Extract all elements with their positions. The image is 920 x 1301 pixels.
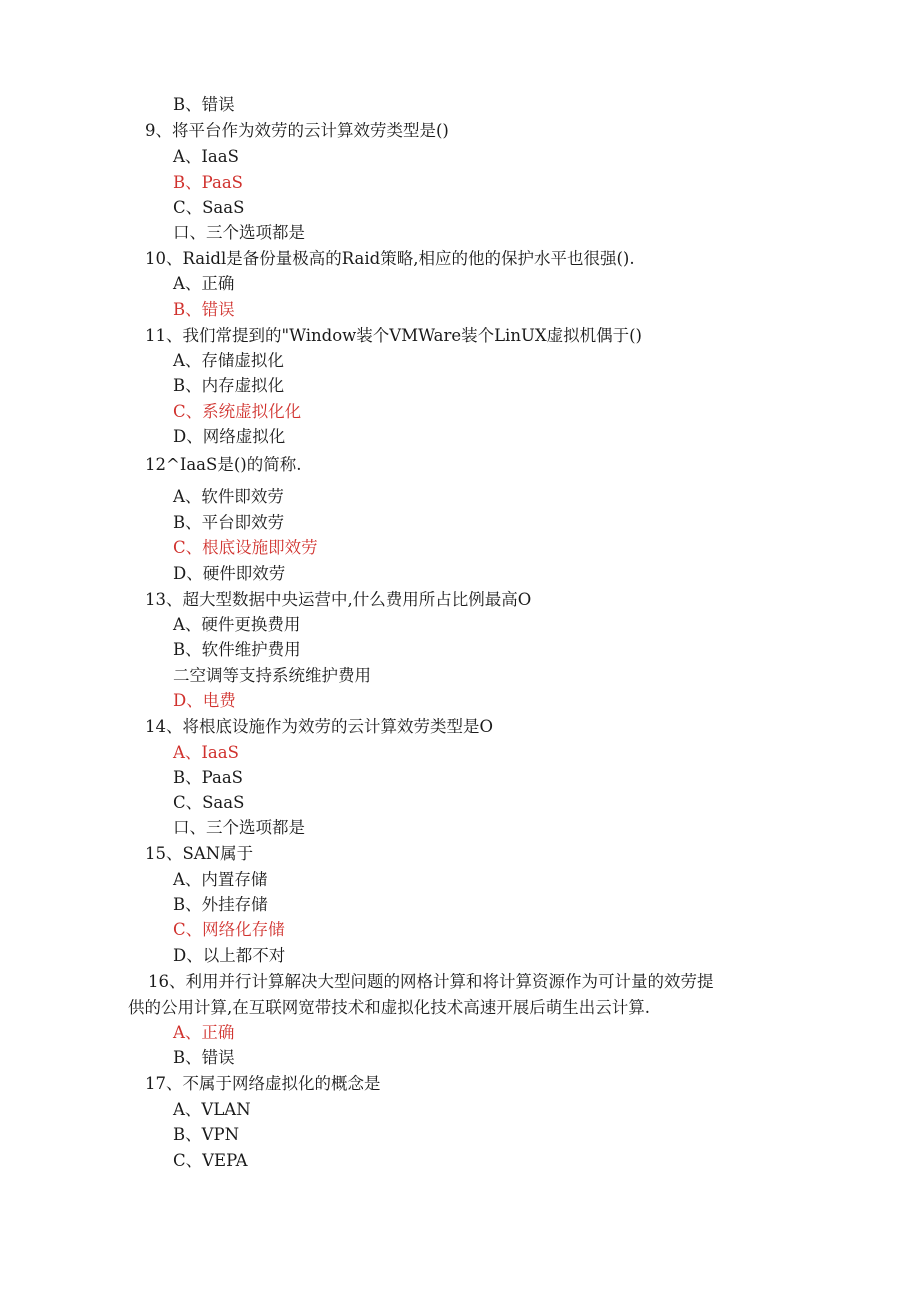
q14-option-d: 口、三个选项都是 [173, 818, 305, 837]
q15-option-d: D、以上都不对 [173, 946, 286, 965]
q14-option-b: B、PaaS [173, 768, 243, 787]
q12-option-d: D、硬件即效劳 [173, 564, 286, 583]
q16-option-a: A、正确 [173, 1023, 235, 1042]
question-14: 14、将根底设施作为效劳的云计算效劳类型是O [145, 717, 494, 736]
question-15: 15、SAN属于 [145, 844, 254, 863]
question-11: 11、我们常提到的"Window装个VMWare装个LinUX虚拟机偶于() [145, 326, 642, 345]
q10-option-a: A、正确 [173, 274, 235, 293]
q14-option-a: A、IaaS [173, 743, 239, 762]
q11-option-c: C、系统虚拟化化 [173, 402, 302, 421]
q17-option-c: C、VEPA [173, 1151, 248, 1170]
q11-option-b: B、内存虚拟化 [173, 376, 285, 395]
q14-option-c: C、SaaS [173, 793, 245, 812]
question-10: 10、Raidl是备份量极高的Raid策略,相应的他的保护水平也很强(). [145, 249, 635, 268]
q15-option-b: B、外挂存储 [173, 895, 268, 914]
q12-option-a: A、软件即效劳 [173, 487, 284, 506]
q13-option-a: A、硬件更换费用 [173, 615, 301, 634]
q12-option-c: C、根底设施即效劳 [173, 538, 318, 557]
q9-option-a: A、IaaS [173, 147, 239, 166]
question-16-continued: 供的公用计算,在互联网宽带技术和虚拟化技术高速开展后萌生出云计算. [128, 998, 650, 1017]
q11-option-a: A、存储虚拟化 [173, 351, 284, 370]
q10-option-b: B、错误 [173, 300, 235, 319]
q9-option-b: B、PaaS [173, 173, 243, 192]
q15-option-c: C、网络化存储 [173, 920, 285, 939]
q17-option-b: B、VPN [173, 1125, 240, 1144]
q17-option-a: A、VLAN [173, 1100, 251, 1119]
question-9: 9、将平台作为效劳的云计算效劳类型是() [145, 121, 449, 140]
q9-option-d: 口、三个选项都是 [173, 223, 305, 242]
question-13: 13、超大型数据中央运营中,什么费用所占比例最高O [145, 590, 532, 609]
question-12: 12^IaaS是()的简称. [145, 455, 302, 474]
q13-option-c: 二空调等支持系统维护费用 [173, 666, 371, 685]
q12-option-b: B、平台即效劳 [173, 513, 285, 532]
q8-option-b: B、错误 [173, 95, 235, 114]
q16-option-b: B、错误 [173, 1048, 235, 1067]
q13-option-d: D、电费 [173, 691, 236, 710]
question-16: 16、利用并行计算解决大型问题的网格计算和将计算资源作为可计量的效劳提 [148, 972, 714, 991]
question-17: 17、不属于网络虚拟化的概念是 [145, 1074, 381, 1093]
q15-option-a: A、内置存储 [173, 870, 268, 889]
q9-option-c: C、SaaS [173, 198, 245, 217]
q11-option-d: D、网络虚拟化 [173, 427, 286, 446]
q13-option-b: B、软件维护费用 [173, 640, 301, 659]
